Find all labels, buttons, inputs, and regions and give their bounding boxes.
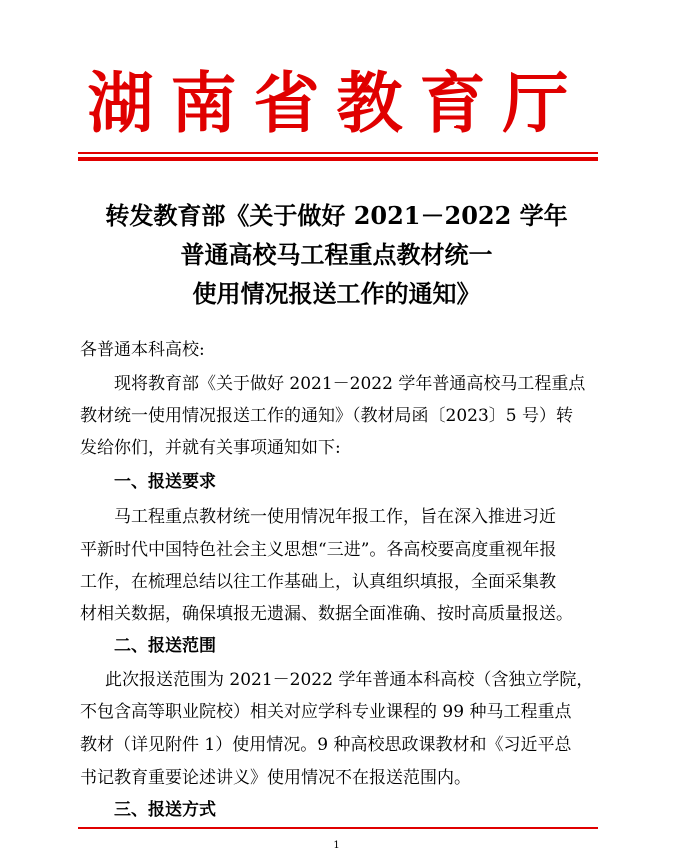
page-number: 1 bbox=[333, 840, 340, 851]
section-heading-method: 三、报送方式 bbox=[114, 800, 216, 820]
paragraph-line: 发给你们，并就有关事项通知如下: bbox=[80, 438, 341, 458]
letterhead-org-name: 湖南省教育厅 bbox=[87, 64, 586, 142]
letterhead-rule-thin bbox=[78, 152, 598, 154]
paragraph-line: 马工程重点教材统一使用情况年报工作，旨在深入推进习近 bbox=[114, 507, 556, 527]
paragraph-line: 书记教育重要论述讲义》使用情况不在报送范围内。 bbox=[80, 768, 471, 788]
paragraph-line: 材相关数据，确保填报无遗漏、数据全面准确、按时高质量报送。 bbox=[80, 604, 573, 624]
paragraph-line: 现将教育部《关于做好 2021－2022 学年普通高校马工程重点 bbox=[114, 374, 586, 394]
paragraph-line: 平新时代中国特色社会主义思想“三进”。各高校要高度重视年报 bbox=[80, 540, 557, 560]
section-heading-scope: 二、报送范围 bbox=[114, 636, 216, 656]
footer-rule bbox=[78, 827, 598, 829]
paragraph-line: 不包含高等职业院校）相关对应学科专业课程的 99 种马工程重点 bbox=[80, 702, 572, 722]
document-title-line-3: 使用情况报送工作的通知》 bbox=[192, 279, 481, 308]
paragraph-line: 教材统一使用情况报送工作的通知》（教材局函〔2023〕5 号）转 bbox=[80, 406, 573, 426]
document-title-line-1: 转发教育部《关于做好 2021－2022 学年 bbox=[105, 201, 568, 230]
paragraph-line: 工作，在梳理总结以往工作基础上，认真组织填报，全面采集教 bbox=[80, 572, 556, 592]
letterhead-rule-thick bbox=[78, 157, 598, 161]
salutation: 各普通本科高校: bbox=[80, 340, 205, 360]
section-heading-requirements: 一、报送要求 bbox=[114, 472, 216, 492]
paragraph-line: 教材（详见附件 1）使用情况。9 种高校思政课教材和《习近平总 bbox=[80, 735, 572, 755]
paragraph-line: 此次报送范围为 2021－2022 学年普通本科高校（含独立学院， bbox=[105, 670, 594, 690]
document-title-line-2: 普通高校马工程重点教材统一 bbox=[180, 240, 493, 269]
